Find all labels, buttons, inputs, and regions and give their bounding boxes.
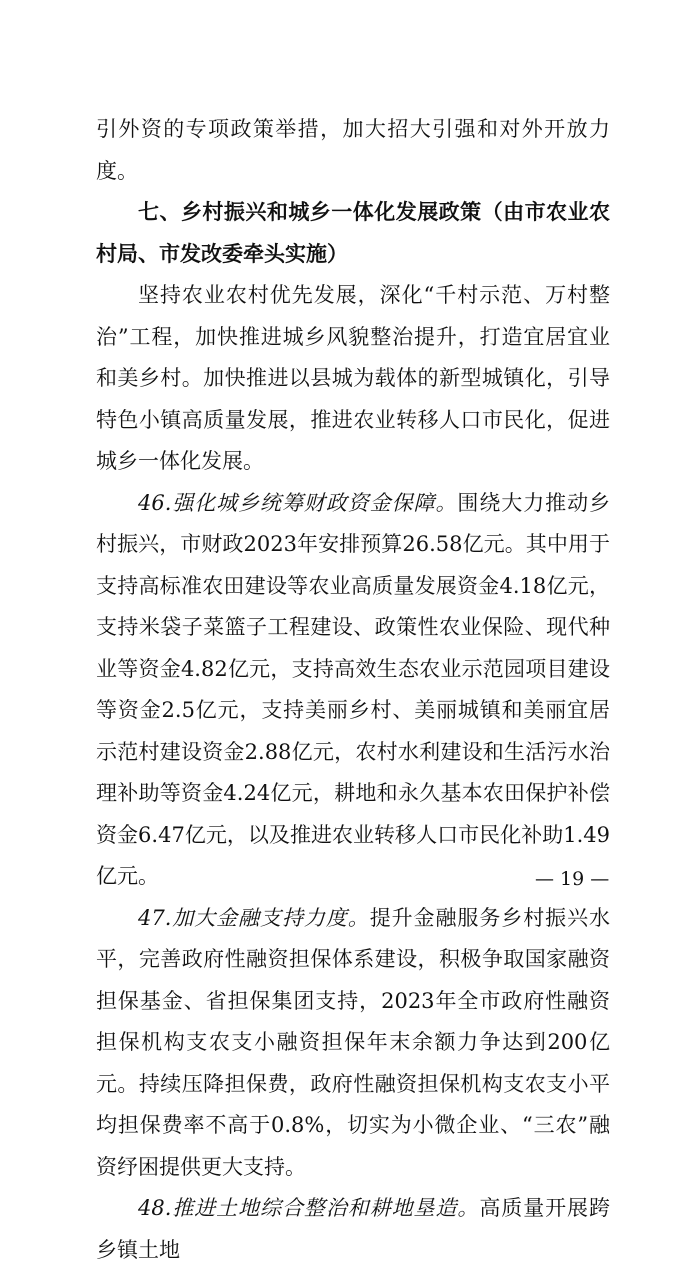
item-48-paragraph — [96, 1188, 610, 1271]
page-number: — 19 — — [535, 868, 610, 890]
item-46-title: 46.强化城乡统筹财政资金保障。 — [138, 490, 458, 515]
section-heading: 七、乡村振兴和城乡一体化发展政策（由市农业农村局、市发改委牵头实施） — [96, 200, 610, 266]
continued-paragraph: 引外资的专项政策举措，加大招大引强和对外开放力度。 — [96, 117, 610, 183]
item-47-body: 提升金融服务乡村振兴水平，完善政府性融资担保体系建设，积极争取国家融资担保基金、省担保集团支持，2023年全市政府性融资担保机构支农支小融资担保年末余额力争达到200亿元。持续压降担保费，政府性融资担保机构支农支小平均担保费率不高于0.8%，切实为小微企业、“三农”融资纾困提供更大支持。 — [96, 905, 610, 1179]
item-46-body: 围绕大力推动乡村振兴，市财政2023年安排预算26.58亿元。其中用于支持高标准农田建设等农业高质量发展资金4.18亿元，支持米袋子菜篮子工程建设、政策性农业保险、现代种业等资金4.82亿元，支持高效生态农业示范园项目建设等资金2.5亿元，支持美丽乡村、美丽城镇和美丽宜居示范村建设资金2.88亿元，农村水利建设和生活污水治理补助等资金4.24亿元，耕地和永久基本农田保护补偿资金6.47亿元，以及推进农业转移人口市民化补助1.49亿元。 — [96, 490, 610, 888]
section-intro-paragraph: 坚持农业农村优先发展，深化“千村示范、万村整治”工程，加快推进城乡风貌整治提升，打造宜居宜业和美乡村。加快推进以县城为载体的新型城镇化，引导特色小镇高质量发展，推进农业转移人口市民化，促进城乡一体化发展。 — [96, 283, 610, 473]
item-48-body: 高质量开展跨乡镇土地 — [96, 1196, 610, 1262]
body-text — [96, 109, 610, 1271]
item-47-title: 47.加大金融支持力度。 — [138, 905, 370, 930]
item-48-title: 48.推进土地综合整治和耕地垦造。 — [138, 1196, 480, 1220]
item-46-paragraph — [96, 483, 610, 898]
item-47-paragraph — [96, 898, 610, 1189]
